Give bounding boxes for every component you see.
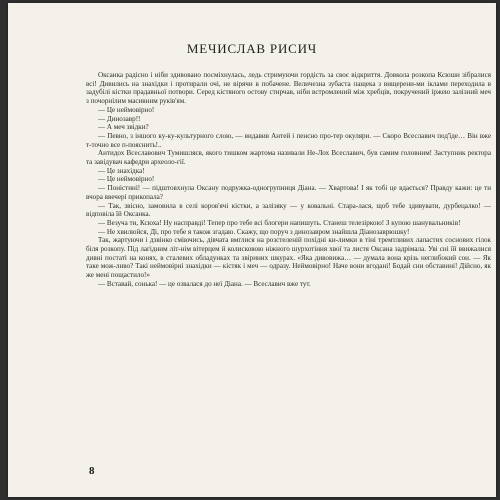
paragraph: — Поністині! — підштовхнула Оксану подружка-одногрупниця Діана. — Хвартова! І як тобі це вдається? Правду кажи: це ти вчора ввечері прикопала? <box>86 184 491 201</box>
paragraph: — Не хвилюйся, Ді, про тебе я також згадаю. Скажу, що поруч з динозавром знайшла Діанозаврюшку! <box>98 227 410 236</box>
paragraph: — Динозавр!! <box>98 114 141 123</box>
book-page <box>8 3 496 497</box>
paragraph: — Це неймовірно! <box>98 175 155 184</box>
paragraph: Так, жартуючи і дзвінко сміючись, дівчата вмглися на розстеленій похідні ки-лимки в тіні тремтливих лапастих соснових гілок біля розкопу. Під лагідним літ-нім вітерцем й колисковою ніжного шурхотіння хвої та листя Оксана задрімала. Уві сні їй ввижалися дивні постаті на конях, в сталевих обладунках та звіриних шкурах. «Яка дивовижа… — думала вона крізь неглибокий сон. — Як таке мож-ливо? Такі неймовірні знахідки — кістяк і меч — одразу. Неймовірно! Наче вони вгодані! Бодай сни обставині! Дійсно, як же мені пощастило!» <box>86 236 491 280</box>
page-number: 8 <box>89 465 95 477</box>
paragraph: — Вставай, сонька! — це озвалася до неї Діана. — Всеславич вже тут. <box>98 279 311 288</box>
paragraph: — Це неймовірно! <box>98 105 155 114</box>
paragraph: — Везуча ти, Ксюха! Ну насправді! Тепер про тебе всі блогери напишуть. Станеш телезіркою! З купою шанувальників! <box>98 218 461 227</box>
paragraph: — Так, звісно, замовила в селі коров'ячі кістки, а залізяку — у ковальні. Стара-лася, щоб тебе здивувати, дурбецалко! — відповіла їй Оксанка. <box>86 201 491 219</box>
paragraph: — А меч звідки? <box>98 123 149 132</box>
running-header: МЕЧИСЛАВ РИСИЧ <box>186 41 318 56</box>
paragraph: Оксанка радісно і ніби здивовано посміхнулась, ледь стримуючи гордість за своє відкриття. Довкола розкопа Ксюши зібралися всі! Дивились на знахідки і протирали очі, не вірячи в побачене. Величезна зубаста пащека з вищерени-ми іклами переходила в задубілі кістки прадавньої потвори. Серед кістяного остову стирчав, ніби встромлений між хребців, покручений іржею залізний меч з почорнілим масивним руків'ям. <box>86 71 491 106</box>
paragraph: Антидох Всеславович Тумишляєв, якого тишком жартома називали Не-Лох Всеславич, був самим головним! Заступник ректора та завідувач кафедри археоло-гії. <box>86 149 491 167</box>
paragraph: — Певно, з іншого ку-ку-культурного слою, — видавив Антей і пенсно про-тер окуляри. — Скоро Всеславич под'їде… Він вже т-точно все п-пояснить!.. <box>86 131 491 149</box>
page-body <box>86 71 491 289</box>
paragraph: — Це знахідка! <box>98 166 145 175</box>
